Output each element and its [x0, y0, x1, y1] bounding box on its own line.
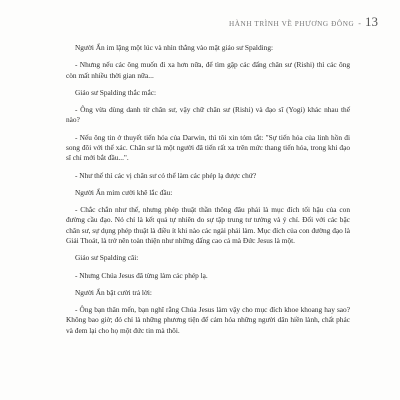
paragraph: Người Ấn im lặng một lúc và nhìn thẳng vào mặt giáo sư Spalding: [75, 43, 274, 52]
paragraph: - Nhưng Chúa Jesus đã từng làm các phép lạ. [75, 270, 208, 280]
paragraph: - Nhưng nếu các ông muốn đi xa hơn nữa, để tìm gặp các đấng chân sư (Rishi) thì các ông còn mất nhiều thời gian nữa... [66, 60, 350, 80]
paragraph: Người Ấn mỉm cười khẽ lắc đầu: [75, 187, 173, 197]
paragraph: Giáo sư Spalding thắc mắc: [75, 87, 157, 97]
header-separator: - [358, 19, 361, 28]
paragraph: - Ông bạn thân mến, bạn nghĩ rằng Chúa Jesus làm vậy cho mục đích khoe khoang hay sao? Không bao giờ; đó chỉ là những phương tiện để cảm hóa những người dân hiền lành, chất phác và đem lại cho họ một đức tin mà thôi. [66, 305, 350, 335]
body-text [66, 43, 350, 343]
paragraph: Người Ấn bật cười trả lời: [75, 287, 152, 297]
running-title: HÀNH TRÌNH VỀ PHƯƠNG ĐÔNG [228, 20, 355, 28]
page-number: 13 [365, 14, 378, 29]
running-header [229, 14, 378, 30]
paragraph: Giáo sư Spalding cãi: [75, 253, 139, 263]
paragraph: - Chắc chắn như thế, nhưng phép thuật thần thông đâu phải là mục đích tối hậu của con đường cầu đạo. Nó chỉ là kết quả tự nhiên do sự tập trung tư tưởng và ý chí. Đối với các bậc chân sư, sự dụng phép thuật là điều ít khi nào các ngài phải làm. Mục đích của con đường đạo là Giải Thoát, là trở nên toàn thiện như những đấng cao cả mà Đức Jesus là một. [66, 205, 350, 246]
paragraph: - Ông vừa dùng danh từ chân sư, vậy chữ chân sư (Rishi) và đạo sĩ (Yogi) khác nhau thế nào? [66, 105, 350, 125]
paragraph: - Nếu ông tin ở thuyết tiến hóa của Darwin, thì tôi xin tóm tắt: "Sự tiến hóa của linh hồn đi song đôi với thể xác. Chân sư là một người đã tiến rất xa trên mức thang tiến hóa, trong khi đạo sĩ chỉ mới bắt đầu...". [66, 132, 350, 163]
paragraph: - Như thế thì các vị chân sư có thể làm các phép lạ được chứ? [75, 170, 257, 180]
